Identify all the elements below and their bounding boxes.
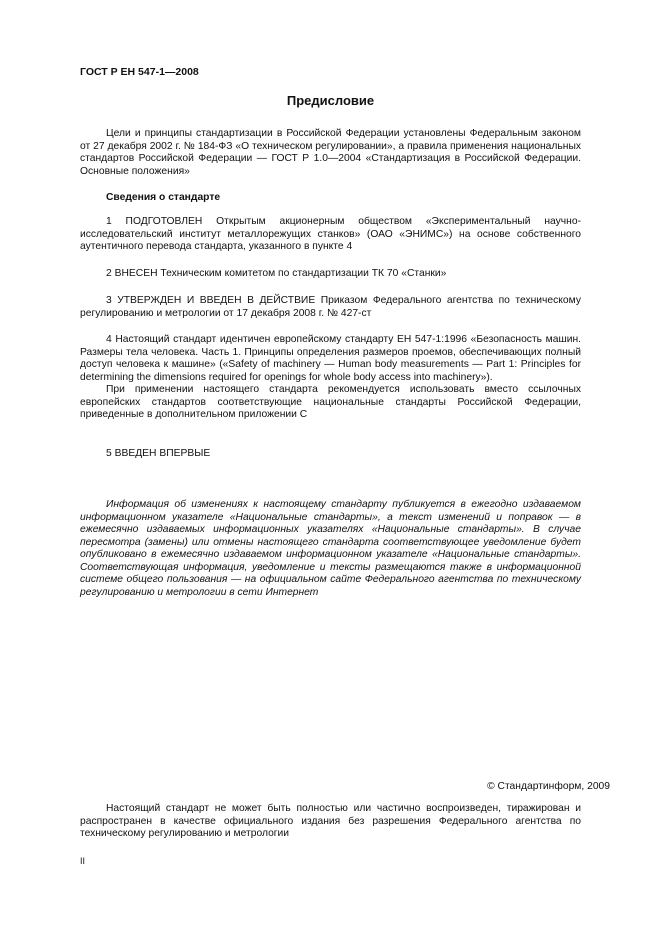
reproduction-notice: Настоящий стандарт не может быть полностью или частично воспроизведен, тиражирован и распространен в качестве официального издания без разрешения Федерального агентства по техническому регулированию и метрологии bbox=[80, 803, 581, 839]
item-4: 4 Настоящий стандарт идентичен европейскому стандарту ЕН 547-1:1996 «Безопасность машин. Размеры тела человека. Часть 1. Принципы определения размеров проемов, обеспечивающих полный доступ человека к машине» («Safety of machinery — Human body measurements — Part 1: Principles for determining the dimensions required for openings for whole body access into machinery»). bbox=[80, 334, 581, 383]
item-1: 1 ПОДГОТОВЛЕН Открытым акционерным обществом «Экспериментальный научно-исследовательский институт металлорежущих станков» (ОАО «ЭНИМС») на основе собственного аутентичного перевода стандарта, указанного в пункте 4 bbox=[80, 216, 581, 252]
item-5-block bbox=[80, 448, 581, 461]
intro-text: Цели и принципы стандартизации в Российской Федерации установлены Федеральным законом от 27 декабря 2002 г. № 184-ФЗ «О техническом регулировании», а правила применения национальных стандартов Российской Федерации — ГОСТ Р 1.0—2004 «Стандартизация в Российской Федерации. Основные положения» bbox=[80, 128, 581, 177]
info-heading: Сведения о стандарте bbox=[106, 192, 221, 203]
item-3: 3 УТВЕРЖДЕН И ВВЕДЕН В ДЕЙСТВИЕ Приказом Федерального агентства по техническому регулированию и метрологии от 17 декабря 2008 г. № 427-ст bbox=[80, 295, 581, 319]
copyright: © Стандартинформ, 2009 bbox=[487, 781, 610, 792]
page-number: II bbox=[80, 856, 86, 866]
item-4-block bbox=[80, 334, 581, 422]
item-5: 5 ВВЕДЕН ВПЕРВЫЕ bbox=[106, 448, 211, 459]
notice-block bbox=[80, 499, 581, 599]
item-4-note: При применении настоящего стандарта рекомендуется использовать вместо ссылочных европейских стандартов соответствующие национальные стандарты Российской Федерации, приведенные в дополнительном приложении С bbox=[80, 384, 581, 420]
intro-paragraph bbox=[80, 128, 581, 178]
item-2-block bbox=[80, 268, 581, 281]
item-2: 2 ВНЕСЕН Техническим комитетом по стандартизации ТК 70 «Станки» bbox=[106, 268, 447, 279]
item-3-block bbox=[80, 295, 581, 320]
page-title: Предисловие bbox=[286, 93, 375, 108]
notice-text: Информация об изменениях к настоящему стандарту публикуется в ежегодно издаваемом информационном указателе «Национальные стандарты», а текст изменений и поправок — в ежемесячно издаваемых информационных указателях «Национальные стандарты». В случае пересмотра (замены) или отмены настоящего стандарта соответствующее уведомление будет опубликовано в ежемесячно издаваемом информационном указателе «Национальные стандарты». Соответствующая информация, уведомление и тексты размещаются также в информационной системе общего пользования — на официальном сайте Федерального агентства по техническому регулированию и метрологии в сети Интернет bbox=[80, 499, 581, 598]
item-1-block bbox=[80, 216, 581, 254]
reproduction-block bbox=[80, 803, 581, 841]
document-code-header: ГОСТ Р ЕН 547-1—2008 bbox=[80, 66, 199, 78]
info-heading-block bbox=[80, 192, 581, 205]
